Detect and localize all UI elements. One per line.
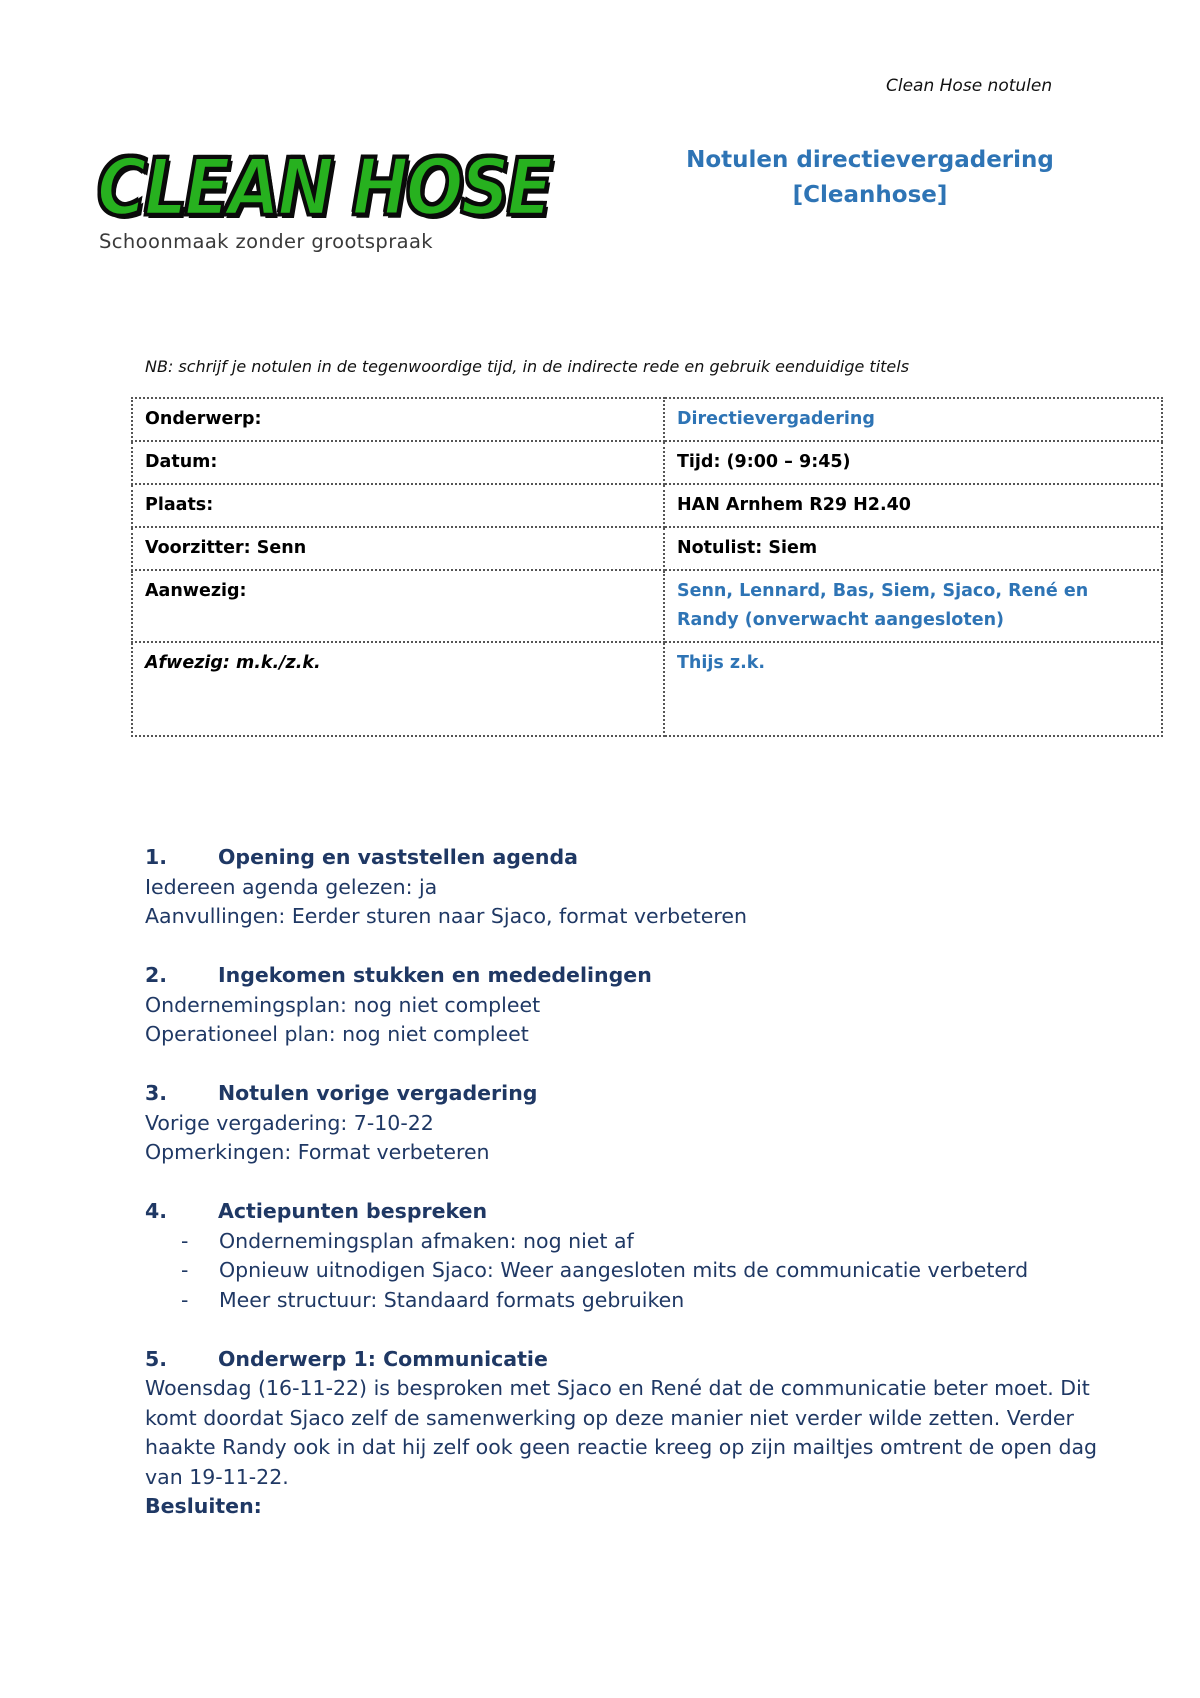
list-item-text: Ondernemingsplan afmaken: nog niet af (219, 1228, 634, 1253)
section-title: Actiepunten bespreken (218, 1199, 488, 1223)
list-item (145, 1256, 1105, 1286)
dash-bullet-icon: - (181, 1258, 189, 1282)
section-line: Vorige vergadering: 7-10-22 (145, 1110, 434, 1135)
table-row (132, 570, 1162, 642)
table-row (132, 441, 1162, 484)
section-heading (145, 961, 1105, 991)
section-title: Onderwerp 1: Communicatie (218, 1346, 548, 1371)
plaats-value: HAN Arnhem R29 H2.40 (664, 484, 1162, 527)
voorzitter-cell: Voorzitter: Senn (132, 527, 664, 570)
section-number: 4. (145, 1199, 168, 1223)
document-subtitle: [Cleanhose] (792, 182, 948, 208)
section-line: Aanvullingen: Eerder sturen naar Sjaco, format verbeteren (145, 904, 747, 928)
section-line: Ondernemingsplan: nog niet compleet (145, 992, 541, 1017)
section-line: Iedereen agenda gelezen: ja (145, 874, 438, 899)
section-heading (145, 1197, 1105, 1227)
section-number: 1. (145, 845, 168, 869)
table-row (132, 484, 1162, 527)
logo-tagline: Schoonmaak zonder grootspraak (99, 230, 433, 253)
table-row (132, 527, 1162, 570)
aanwezig-value: Senn, Lennard, Bas, Siem, Sjaco, René en Randy (onverwacht aangesloten) (664, 570, 1162, 642)
onderwerp-value: Directievergadering (664, 398, 1162, 441)
dash-bullet-icon: - (181, 1228, 189, 1253)
meeting-info-table (131, 397, 1163, 737)
section-title: Ingekomen stukken en mededelingen (218, 963, 652, 987)
nb-instruction: NB: schrijf je notulen in de tegenwoordige tijd, in de indirecte rede en gebruik eenduidige titels (145, 357, 910, 376)
section-title: Opening en vaststellen agenda (218, 845, 578, 869)
list-item-text: Opnieuw uitnodigen Sjaco: Weer aangesloten mits de communicatie verbeterd (219, 1258, 1029, 1282)
paragraph-line: Woensdag (16-11-22) is besproken met Sjaco en René dat de communicatie beter moet. Dit (145, 1376, 1090, 1400)
dash-bullet-icon: - (181, 1287, 189, 1312)
section-line: Operationeel plan: nog niet compleet (145, 1022, 529, 1046)
section-number: 5. (145, 1346, 168, 1371)
table-row (132, 642, 1162, 736)
list-item-text: Meer structuur: Standaard formats gebruiken (219, 1287, 685, 1312)
onderwerp-label: Onderwerp: (132, 398, 664, 441)
section-3 (145, 1079, 1105, 1168)
section-4 (145, 1197, 1105, 1315)
afwezig-label: Afwezig: m.k./z.k. (132, 642, 664, 736)
plaats-label: Plaats: (132, 484, 664, 527)
section-heading (145, 1079, 1105, 1109)
header-note: Clean Hose notulen (886, 76, 1053, 96)
besluiten-label: Besluiten: (145, 1494, 262, 1518)
section-1 (145, 843, 1105, 932)
datum-label: Datum: (132, 441, 664, 484)
section-number: 2. (145, 963, 168, 987)
tijd-value: Tijd: (9:00 – 9:45) (664, 441, 1162, 484)
paragraph-line: haakte Randy ook in dat hij zelf ook geen reactie kreeg op zijn mailtjes omtrent de open dag (145, 1435, 1098, 1459)
section-2 (145, 961, 1105, 1050)
table-row (132, 398, 1162, 441)
document-title: Notulen directievergadering (686, 147, 1054, 173)
logo-wordmark: CLEAN HOSE (97, 143, 551, 234)
paragraph-line: komt doordat Sjaco zelf de samenwerking op deze manier niet verder wilde zetten. Verder (145, 1405, 1074, 1430)
paragraph-line: van 19-11-22. (145, 1464, 289, 1489)
list-item (145, 1286, 1105, 1316)
list-item (145, 1227, 1105, 1257)
section-heading (145, 843, 1105, 873)
afwezig-value: Thijs z.k. (664, 642, 1162, 736)
aanwezig-label: Aanwezig: (132, 570, 664, 642)
notulist-cell: Notulist: Siem (664, 527, 1162, 570)
agenda-sections (145, 843, 1105, 1551)
section-5 (145, 1345, 1105, 1522)
section-line: Opmerkingen: Format verbeteren (145, 1140, 490, 1164)
section-number: 3. (145, 1081, 168, 1105)
section-title: Notulen vorige vergadering (218, 1081, 538, 1105)
section-heading (145, 1345, 1105, 1375)
